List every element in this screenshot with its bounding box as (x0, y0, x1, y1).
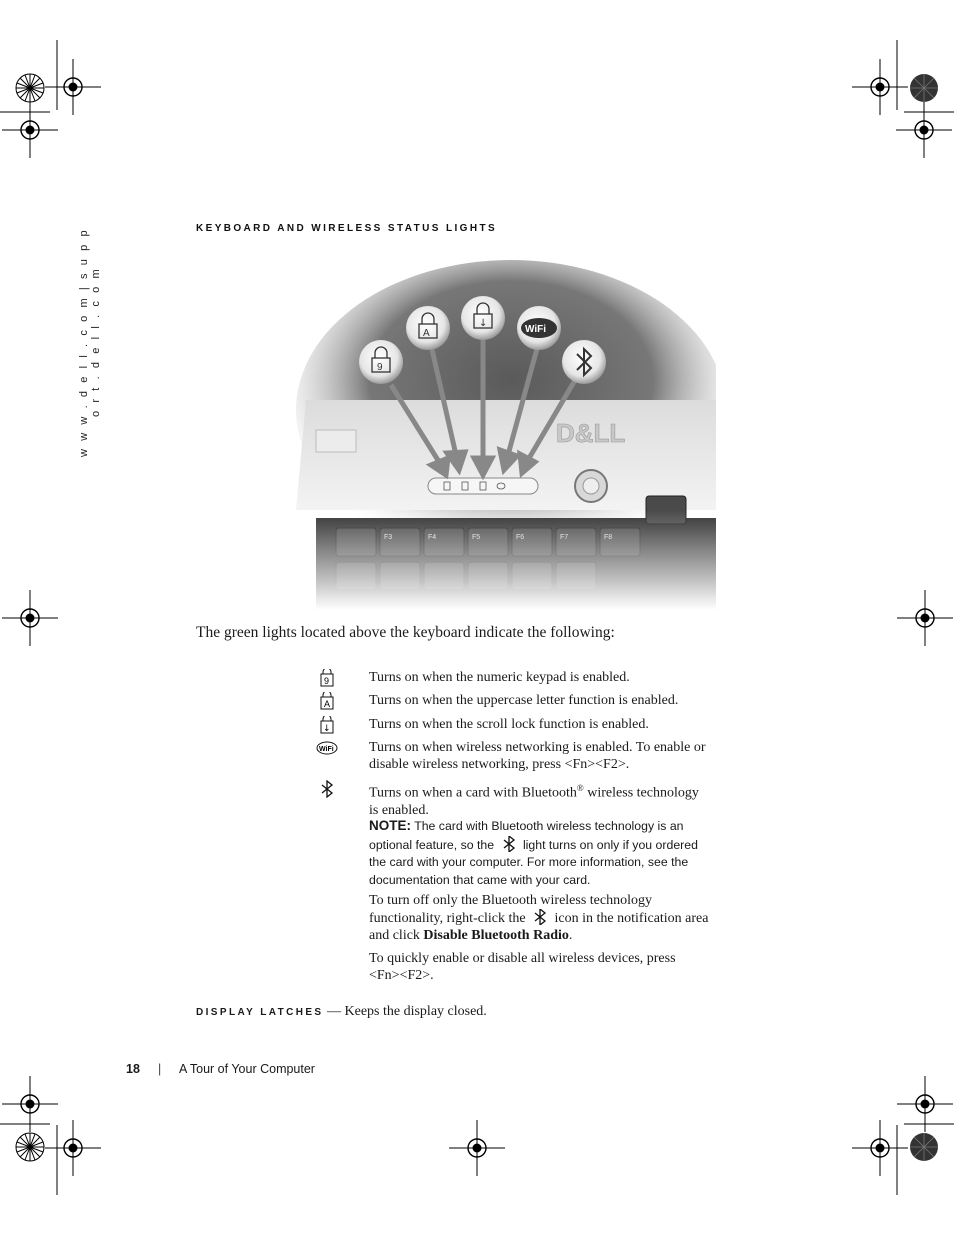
quick-toggle-text: To quickly enable or disable all wireless devices, press <Fn><F2>. (369, 951, 676, 983)
status-light-strip (428, 478, 538, 494)
footer-separator: | (158, 1062, 162, 1076)
instruction-text-end: . (568, 928, 573, 943)
scroll-lock-icon (461, 296, 505, 340)
bluetooth-icon (316, 780, 338, 798)
sidebar-website-url: w w w . d e l l . c o m | s u p p o r t . d e l l . c o m (78, 227, 102, 457)
bluetooth-icon (529, 909, 551, 925)
scroll-lock-icon (316, 716, 338, 734)
num-lock-icon (316, 669, 338, 687)
svg-text:WiFi: WiFi (525, 324, 547, 335)
svg-text:A: A (423, 328, 430, 339)
svg-text:9: 9 (324, 676, 330, 686)
section-title: KEYBOARD AND WIRELESS STATUS LIGHTS (196, 223, 498, 234)
intro-text: The green lights located above the keyboard indicate the following: (196, 624, 615, 641)
num-lock-icon (359, 340, 403, 384)
light-description: Turns on when the scroll lock function is enabled. (369, 717, 649, 732)
wifi-icon (517, 306, 561, 350)
latch-description: Keeps the display closed. (344, 1004, 487, 1019)
note-label: NOTE: (369, 818, 411, 833)
keyboard-status-lights-figure (296, 260, 716, 610)
instruction-text-cont: icon in the notification area and click (369, 911, 709, 943)
light-description: Turns on when the numeric keypad is enabled. (369, 670, 630, 685)
wifi-icon (316, 739, 338, 757)
svg-text:↓: ↓ (323, 724, 331, 734)
note-block (369, 817, 709, 889)
light-description-cont: wireless technology is enabled. (369, 785, 699, 818)
svg-text:A: A (324, 699, 331, 709)
caps-lock-icon (316, 692, 338, 710)
note-text: The card with Bluetooth wireless technology is an optional feature, so the (369, 819, 684, 852)
light-description: Turns on when wireless networking is enabled. To enable or disable wireless networking, press <Fn><F2>. (369, 740, 706, 772)
light-description: Turns on when the uppercase letter function is enabled. (369, 693, 679, 708)
latch-dash: — (323, 1004, 345, 1019)
dell-logo: D&LL (556, 418, 626, 448)
caps-lock-icon (406, 306, 450, 350)
registered-mark: ® (576, 783, 584, 793)
svg-text:↓: ↓ (479, 318, 488, 329)
note-text-cont: light turns on only if you ordered the card with your computer. For more information, see the documentation that came with your card. (369, 837, 698, 887)
display-latches-label: DISPLAY LATCHES (196, 1007, 324, 1018)
disable-bluetooth-radio-label: Disable Bluetooth Radio (423, 928, 569, 943)
page-number: 18 (126, 1062, 140, 1076)
instruction-text: To turn off only the Bluetooth wireless technology functionality, right-click the (369, 893, 652, 926)
svg-text:9: 9 (377, 362, 383, 373)
light-description: Turns on when a card with Bluetooth (369, 785, 577, 801)
bluetooth-off-instructions (369, 892, 709, 944)
svg-text:WiFi: WiFi (319, 746, 334, 753)
bluetooth-icon (498, 836, 520, 852)
bluetooth-icon (562, 340, 606, 384)
display-latches-entry (196, 1004, 487, 1020)
footer-chapter-title: A Tour of Your Computer (179, 1062, 315, 1076)
